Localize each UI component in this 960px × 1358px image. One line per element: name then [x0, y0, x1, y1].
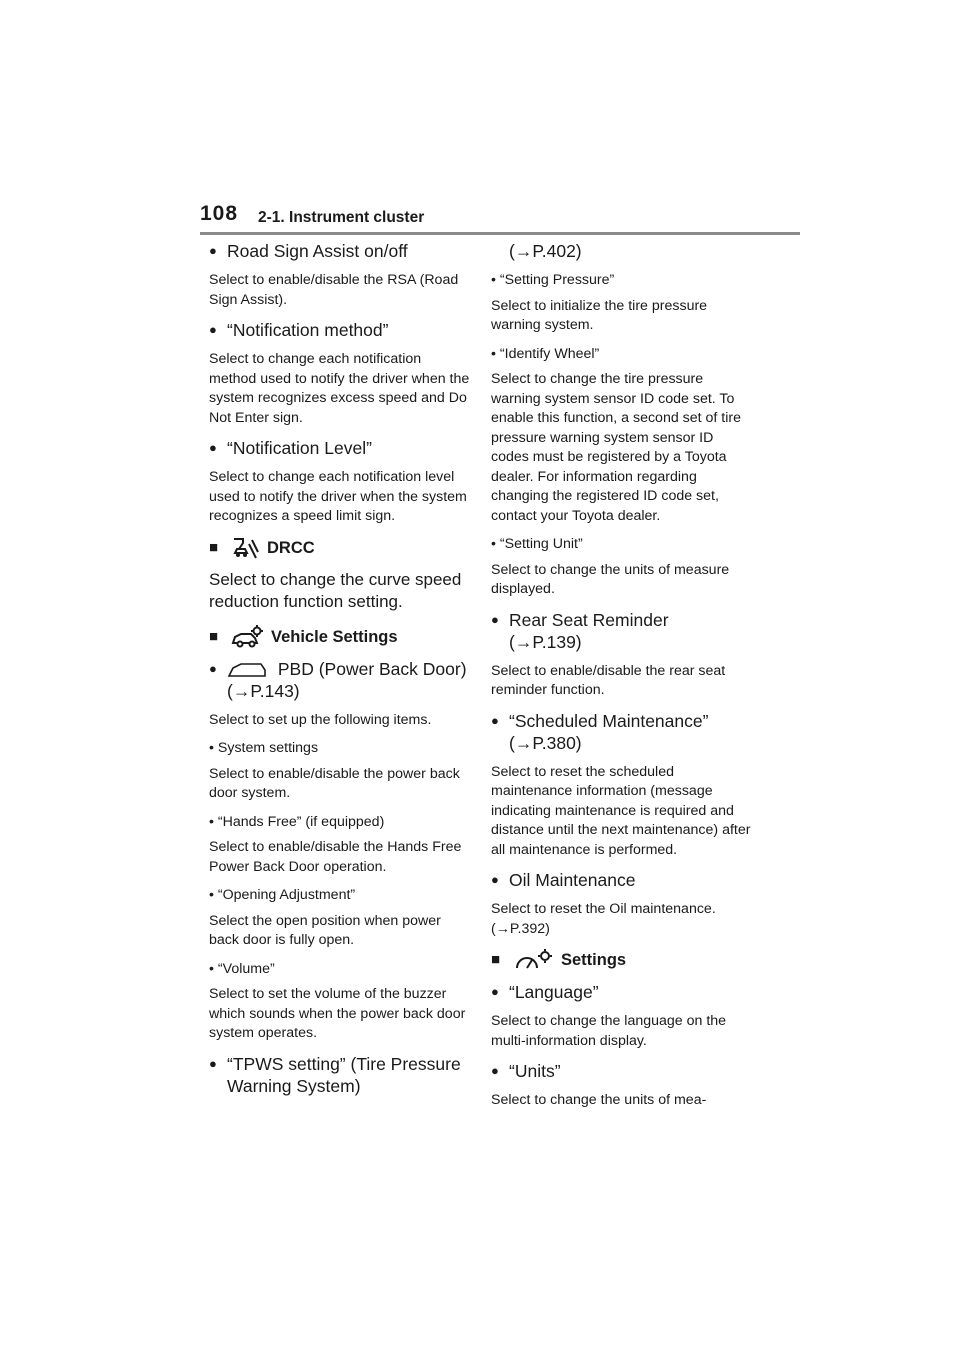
- left-column: [209, 240, 471, 1106]
- vehicle-settings-title: Vehicle Settings: [271, 627, 398, 646]
- system-settings-description: Select to enable/disable the power back door system.: [209, 765, 460, 802]
- identify-wheel-item: • “Identify Wheel”: [491, 345, 600, 362]
- settings-heading: [491, 948, 753, 972]
- scheduled-maintenance-heading: ● “Scheduled Maintenance”: [491, 710, 753, 732]
- pbd-description: Select to set up the following items.: [209, 711, 432, 728]
- tpws-heading: ● “TPWS setting” (Tire Pressure Warning System): [209, 1053, 471, 1097]
- header-divider: [200, 232, 800, 235]
- rsa-description: Select to enable/disable the RSA (Road Sign Assist).: [209, 272, 459, 308]
- notification-level-description: Select to change each notification level used to notify the driver when the system recognizes a speed limit sign.: [209, 469, 467, 524]
- pbd-title: PBD (Power Back Door): [277, 658, 467, 679]
- language-heading: ● “Language”: [491, 981, 753, 1003]
- identify-wheel-description: Select to change the tire pressure warning system sensor ID code set. To enable this function, a second set of tire pressure warning system sensor ID codes must be registered by a Toyota dealer. For information regarding changing the registered ID code set, contact your Toyota dealer.: [491, 371, 742, 524]
- notification-method-description: Select to change each notification method used to notify the driver when the system recognizes excess speed and Do Not Enter sign.: [209, 351, 470, 426]
- rear-seat-ref: (→P.139): [509, 631, 582, 652]
- setting-pressure-description: Select to initialize the tire pressure warning system.: [491, 297, 708, 333]
- units-description: Select to change the units of mea-: [491, 1092, 707, 1108]
- pbd-heading: [209, 658, 471, 680]
- square-bullet-icon: ■: [209, 538, 219, 556]
- page-number: 108: [200, 202, 239, 225]
- drcc-title: DRCC: [267, 538, 315, 557]
- opening-adjustment-item: • “Opening Adjustment”: [209, 887, 356, 904]
- system-settings-item: • System settings: [209, 740, 319, 757]
- car-gear-icon: [231, 625, 263, 649]
- setting-pressure-item: • “Setting Pressure”: [491, 272, 615, 288]
- section-title: 2-1. Instrument cluster: [258, 209, 425, 226]
- notification-level-heading: ● “Notification Level”: [209, 437, 471, 459]
- rear-seat-heading: ● Rear Seat Reminder: [491, 609, 753, 631]
- back-door-icon: [227, 660, 267, 680]
- setting-unit-item: • “Setting Unit”: [491, 536, 583, 552]
- meter-gear-icon: [513, 948, 553, 972]
- page-header: [200, 202, 800, 234]
- settings-title: Settings: [561, 951, 627, 969]
- square-bullet-icon: ■: [209, 627, 219, 645]
- tpws-ref: (→P.402): [509, 241, 582, 261]
- square-bullet-icon: ■: [491, 951, 501, 968]
- oil-maintenance-description: Select to reset the Oil maintenance. (→P.392): [491, 901, 716, 937]
- rear-seat-description: Select to enable/disable the rear seat reminder function.: [491, 662, 726, 698]
- hands-free-description: Select to enable/disable the Hands Free Power Back Door operation.: [209, 839, 462, 875]
- drcc-icon: [231, 536, 259, 560]
- hands-free-item: • “Hands Free” (if equipped): [209, 813, 385, 830]
- volume-item: • “Volume”: [209, 960, 275, 977]
- setting-unit-description: Select to change the units of measure displayed.: [491, 561, 730, 597]
- volume-description: Select to set the volume of the buzzer which sounds when the power back door system operates.: [209, 986, 466, 1042]
- rsa-heading: ● Road Sign Assist on/off: [209, 240, 471, 262]
- units-heading: ● “Units”: [491, 1060, 753, 1082]
- scheduled-maintenance-description: Select to reset the scheduled maintenance information (message indicating maintenance is required and distance until the next maintenance) after all maintenance is performed.: [491, 763, 751, 858]
- oil-maintenance-heading: ● Oil Maintenance: [491, 869, 753, 891]
- drcc-description: Select to change the curve speed reduction function setting.: [209, 569, 462, 611]
- opening-adjustment-description: Select the open position when power back door is fully open.: [209, 912, 441, 949]
- pbd-ref: (→P.143): [227, 680, 300, 701]
- vehicle-settings-heading: [209, 625, 471, 649]
- drcc-heading: [209, 536, 471, 560]
- language-description: Select to change the language on the multi-information display.: [491, 1013, 727, 1049]
- notification-method-heading: ● “Notification method”: [209, 319, 471, 341]
- right-column: [491, 240, 753, 1120]
- scheduled-maintenance-ref: (→P.380): [509, 732, 582, 753]
